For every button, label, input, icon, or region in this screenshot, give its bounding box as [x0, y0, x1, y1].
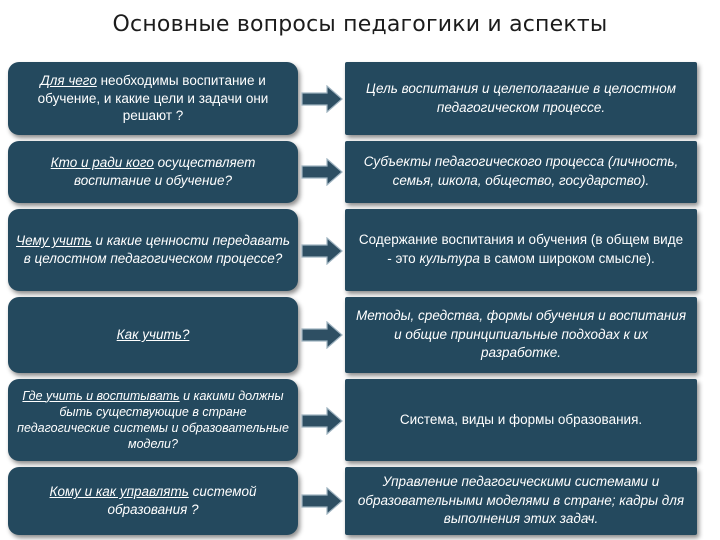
question-box-subjects [8, 141, 298, 203]
arrow-right-icon [301, 321, 343, 349]
arrow-right-icon [301, 158, 343, 186]
arrow-right-icon [301, 487, 343, 515]
answer-box-systems: Система, виды и формы образования. [345, 379, 697, 461]
question-text: необходимы воспитание и обучение, и какие цели и задачи они решают ? [37, 72, 269, 124]
question-key-phrase: Где учить и воспитывать [22, 388, 180, 403]
answer-text: Содержание воспитания и обучения (в общем виде - это [358, 232, 684, 266]
answer-box-subjects: Субъекты педагогического процесса (личность, семья, школа, общество, государство). [345, 141, 697, 203]
answer-box-methods: Методы, средства, формы обучения и воспитания и общие принципиальные подходах к их разработке. [345, 297, 697, 373]
question-box-methods [8, 297, 298, 373]
question-text: и какие ценности передавать в целостном педагогическом процессе? [23, 233, 290, 266]
question-key-phrase: Для чего [40, 72, 97, 88]
answer-box-content [345, 209, 697, 291]
arrow-right-icon [301, 237, 343, 265]
arrow-right-icon [301, 85, 343, 113]
question-text: системой образования ? [107, 484, 257, 517]
question-box-systems [8, 379, 298, 461]
page-title: Основные вопросы педагогики и аспекты [112, 12, 608, 37]
question-box-purpose [8, 62, 298, 135]
answer-text: в самом широком смысле). [479, 251, 655, 266]
question-key-phrase: Как учить? [116, 327, 190, 343]
question-box-content [8, 209, 298, 291]
question-box-management [8, 467, 298, 535]
question-text: и какими должны быть существующие в стране педагогические системы и образовательные модели? [17, 388, 289, 452]
question-text: осуществляет воспитание и обучение? [73, 155, 256, 188]
question-key-phrase: Чему учить [16, 233, 92, 249]
answer-emphasis: культура [419, 251, 480, 266]
answer-box-management: Управление педагогическими системами и образовательными моделями в стране; кадры для выполнения этих задач. [345, 467, 697, 535]
answer-box-goals: Цель воспитания и целеполагание в целостном педагогическом процессе. [345, 62, 697, 135]
question-key-phrase: Кто и ради кого [50, 155, 154, 171]
arrow-right-icon [301, 407, 343, 435]
question-key-phrase: Кому и как управлять [49, 484, 189, 500]
